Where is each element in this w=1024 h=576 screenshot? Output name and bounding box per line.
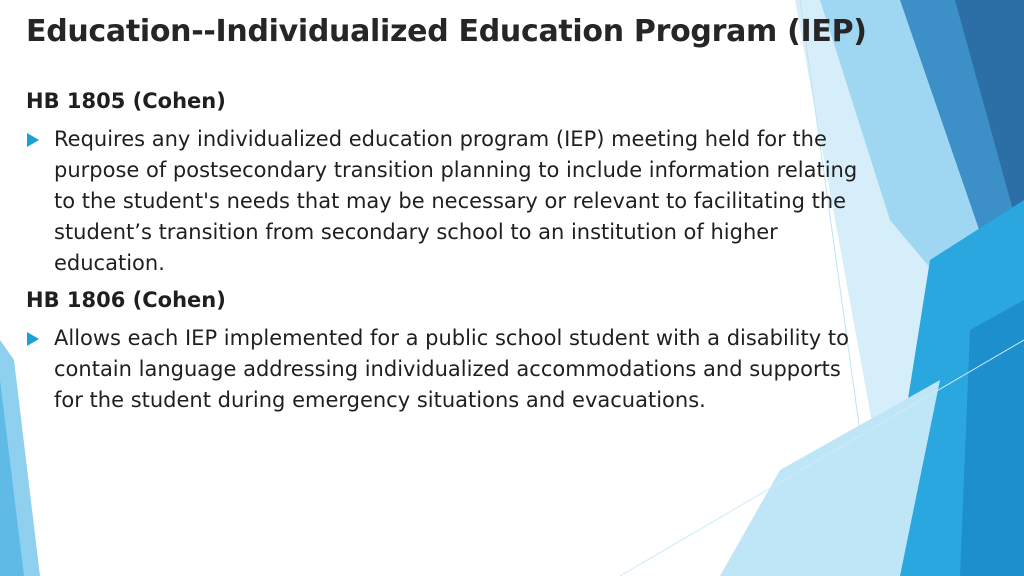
slide-content <box>26 86 866 422</box>
bullet-arrow-icon <box>26 124 54 152</box>
bill-heading-hb1805: HB 1805 (Cohen) <box>26 89 226 113</box>
bullet-item-hb1806 <box>26 323 866 416</box>
facet-deep <box>960 300 1024 576</box>
bill-heading-hb1806: HB 1806 (Cohen) <box>26 288 226 312</box>
bullet-text-hb1805: Requires any individualized education program (IEP) meeting held for the purpose of postsecondary transition planning to include information relating to the student's needs that may be necessary or relevant to facilitating the student’s transition from secondary school to an institution of higher education. <box>54 127 858 275</box>
slide-title: Education--Individualized Education Program (IEP) <box>26 14 867 49</box>
bullet-item-hb1805 <box>26 124 866 279</box>
bullet-arrow-icon <box>26 323 54 351</box>
bullet-text-hb1806: Allows each IEP implemented for a public school student with a disability to contain language addressing individualized accommodations and supports for the student during emergency situations and evacuations. <box>54 326 849 412</box>
